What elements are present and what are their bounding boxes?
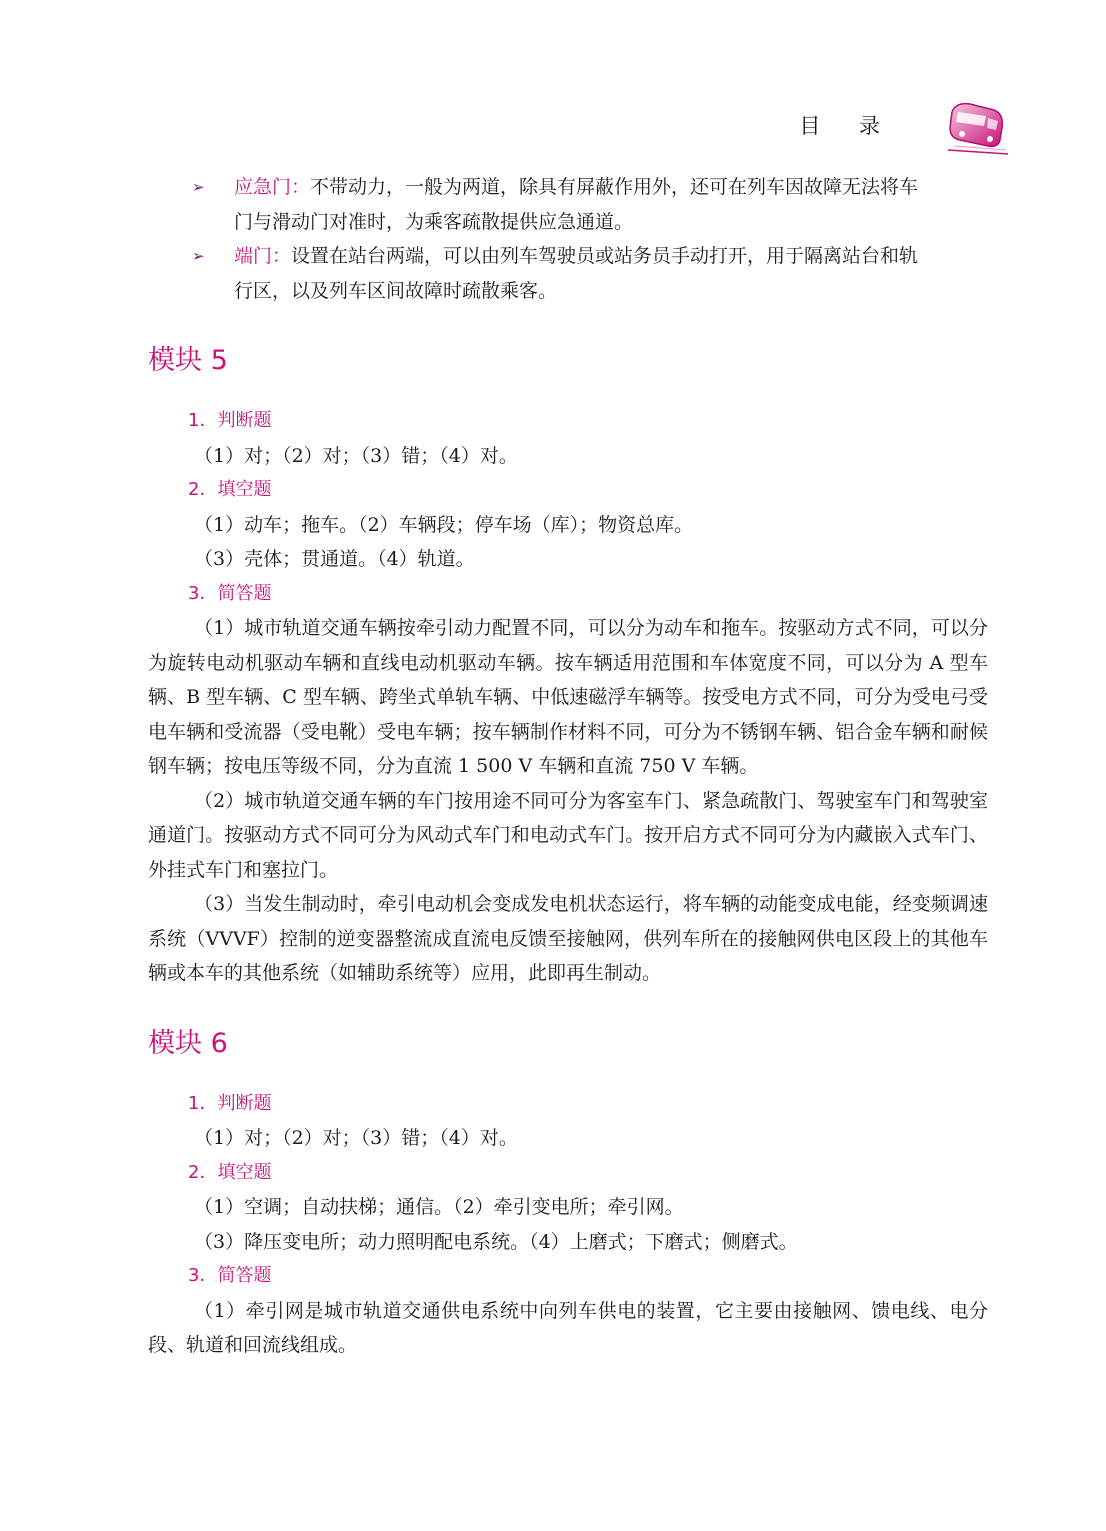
m6-short-answer-heading: 3．简答题 [188,1265,272,1286]
arrow-bullet-icon: ➢ [192,178,205,196]
bullet-text-line1: 设置在站台两端，可以由列车驾驶员或站务员手动打开，用于隔离站台和轨 [291,245,919,267]
m5-true-false-heading: 1．判断题 [188,410,272,431]
m6-fill-blank-line1: （1）空调；自动扶梯；通信。（2）牵引变电所；牵引网。 [194,1196,684,1218]
train-logo-icon [946,100,1010,156]
arrow-bullet-icon: ➢ [192,247,205,265]
bullet-term: 端门 [234,245,273,267]
bullet-term: 应急门 [234,176,292,198]
bullet-item-end-door [148,239,988,308]
m5-short-answer-p3: （3）当发生制动时，牵引电动机会变成发电机状态运行，将车辆的动能变成电能，经变频调速系统（VVVF）控制的逆变器整流成直流电反馈至接触网，供列车所在的接触网供电区段上的其他车辆或本车的其他系统（如辅助系统等）应用，此即再生制动。 [148,893,988,984]
page-header [799,100,1010,156]
m5-short-answer-heading: 3．简答题 [188,582,272,604]
module-5-heading: 模块 5 [148,345,228,376]
m6-true-false-answer: （1）对；（2）对；（3）错；（4）对。 [194,1127,518,1149]
m5-short-answer-p1: （1）城市轨道交通车辆按牵引动力配置不同，可以分为动车和拖车。按驱动方式不同，可以分为旋转电动机驱动车辆和直线电动机驱动车辆。按车辆适用范围和车体宽度不同，可以分为 A 型车辆、B 型车辆、C 型车辆、跨坐式单轨车辆、中低速磁浮车辆等。按受电方式不同，可分为受电弓受电车辆和受流器（受电靴）受电车辆；按车辆制作材料不同，可分为不锈钢车辆、铝合金车辆和耐候钢车辆；按电压等级不同，分为直流 1 500 V 车辆和直流 750 V 车辆。 [148,617,988,777]
bullet-sep: ： [272,245,292,267]
bullet-text-line1: 不带动力，一般为两道，除具有屏蔽作用外，还可在列车因故障无法将车 [310,176,919,198]
bullet-sep: ： [291,176,311,198]
m6-fill-blank-heading: 2．填空题 [188,1161,272,1183]
m5-true-false-answer: （1）对；（2）对；（3）错；（4）对。 [194,444,518,467]
page-content [148,170,988,1363]
m5-fill-blank-line1: （1）动车；拖车。（2）车辆段；停车场（库）；物资总库。 [194,513,694,536]
m6-true-false-heading: 1．判断题 [188,1092,272,1114]
m5-fill-blank-line2: （3）壳体；贯通道。（4）轨道。 [194,548,475,570]
m6-fill-blank-line2: （3）降压变电所；动力照明配电系统。（4）上磨式；下磨式；侧磨式。 [194,1230,798,1253]
header-title: 目 录 [799,114,896,138]
m6-short-answer-p1: （1）牵引网是城市轨道交通供电系统中向列车供电的装置，它主要由接触网、馈电线、电分段、轨道和回流线组成。 [148,1299,988,1356]
bullet-text-line2: 门与滑动门对准时，为乘客疏散提供应急通道。 [234,210,634,233]
m5-fill-blank-heading: 2．填空题 [188,479,272,500]
module-6-heading: 模块 6 [148,1027,228,1059]
bullet-text-line2: 行区，以及列车区间故障时疏散乘客。 [234,279,558,302]
m5-short-answer-p2: （2）城市轨道交通车辆的车门按用途不同可分为客室车门、紧急疏散门、驾驶室车门和驾驶室通道门。按驱动方式不同可分为风动式车门和电动式车门。按开启方式不同可分为内藏嵌入式车门、外挂式车门和塞拉门。 [148,789,988,881]
bullet-item-emergency-door [148,170,988,239]
